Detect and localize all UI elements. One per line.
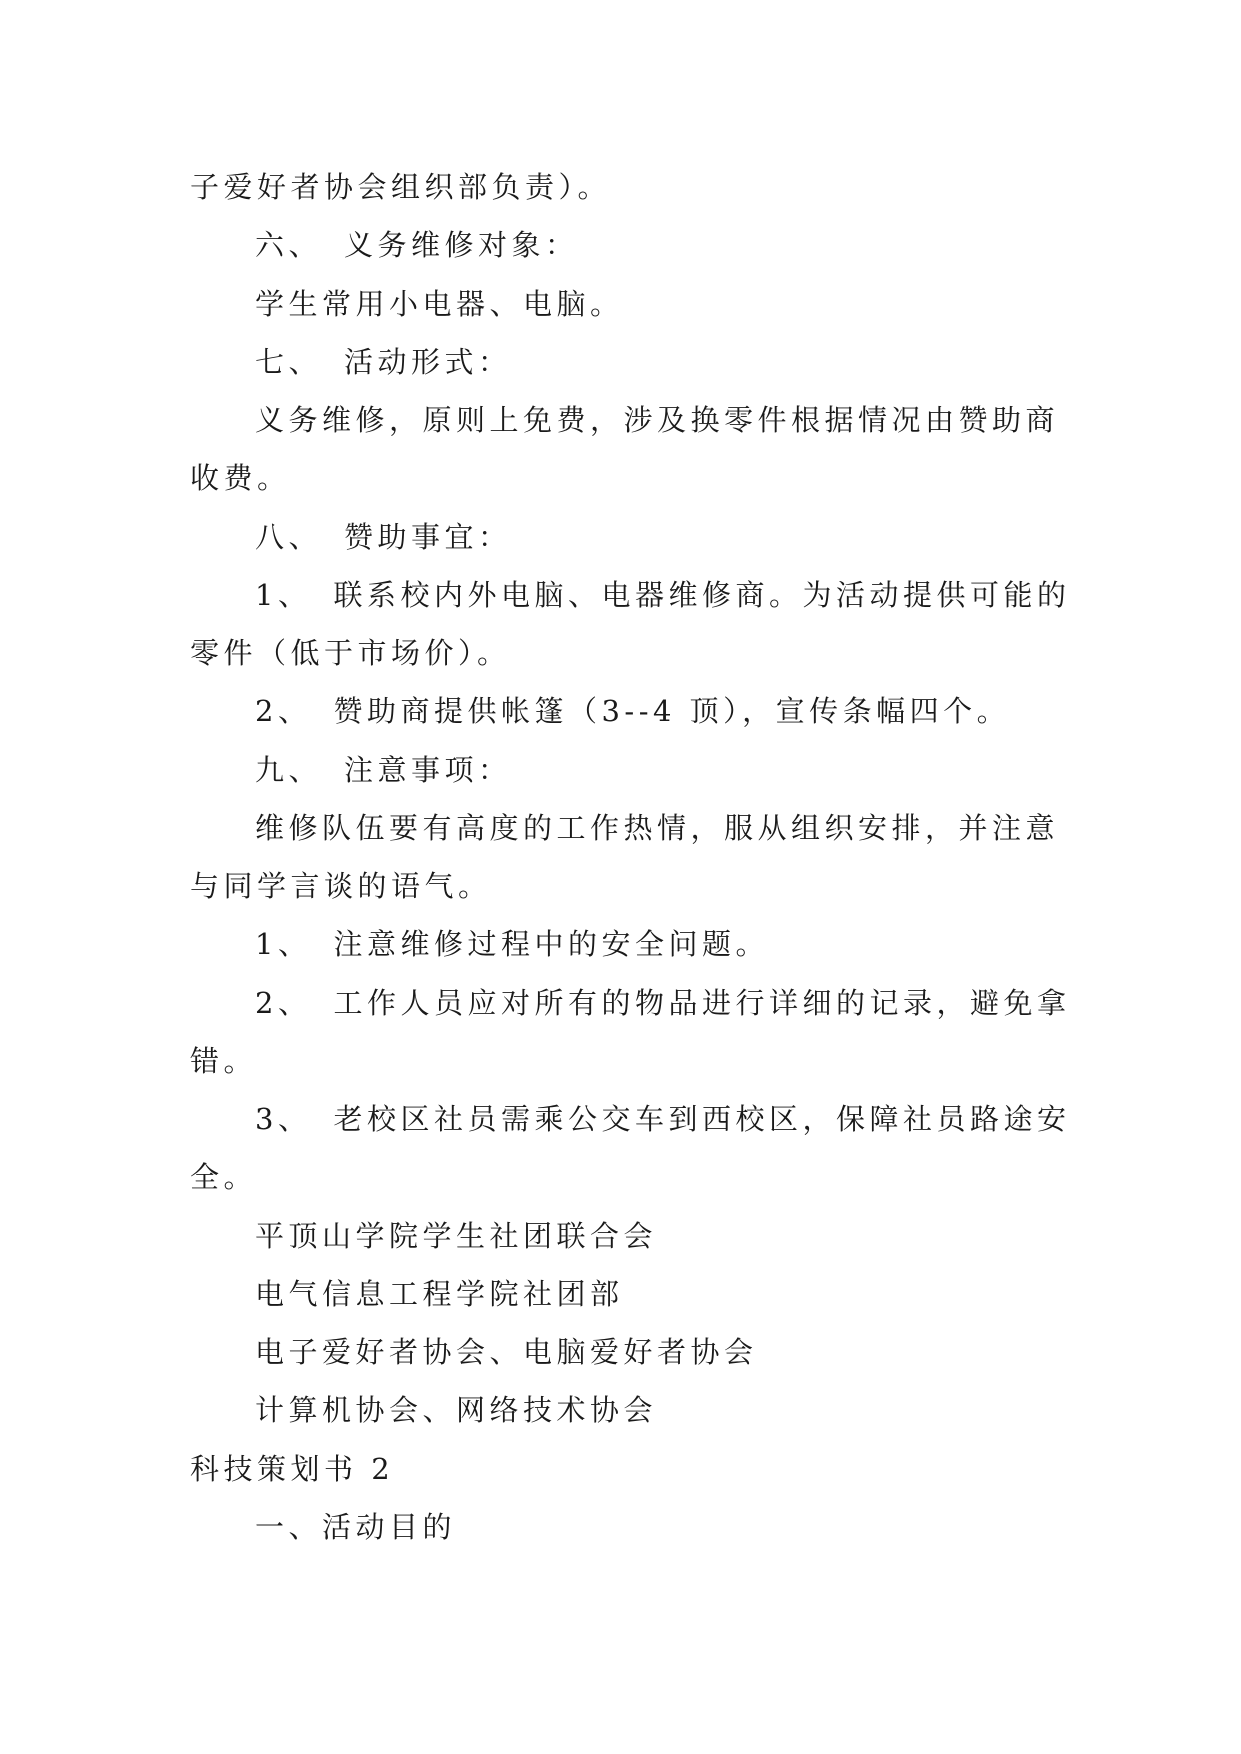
- signature-line: 平顶山学院学生社团联合会: [255, 1219, 658, 1253]
- text-line: 零件（低于市场价）。: [190, 636, 511, 670]
- list-item: 3、 老校区社员需乘公交车到西校区，保障社员路途安: [255, 1102, 1071, 1136]
- text-line: 维修队伍要有高度的工作热情，服从组织安排，并注意: [255, 811, 1060, 845]
- text-line: 学生常用小电器、电脑。: [255, 287, 624, 321]
- document-title: 科技策划书 2: [190, 1452, 395, 1486]
- list-item: 1、 注意维修过程中的安全问题。: [255, 927, 769, 961]
- text-line: 收费。: [190, 461, 291, 495]
- section-heading-eight: 八、 赞助事宜：: [255, 520, 512, 554]
- text-line: 错。: [190, 1044, 258, 1078]
- text-line: 全。: [190, 1160, 258, 1194]
- list-item: 2、 赞助商提供帐篷（3--4 顶），宣传条幅四个。: [255, 694, 1011, 728]
- section-heading-nine: 九、 注意事项：: [255, 753, 512, 787]
- signature-line: 计算机协会、网络技术协会: [255, 1393, 658, 1427]
- list-item: 2、 工作人员应对所有的物品进行详细的记录，避免拿: [255, 986, 1071, 1020]
- list-item: 1、 联系校内外电脑、电器维修商。为活动提供可能的: [255, 578, 1071, 612]
- signature-line: 电气信息工程学院社团部: [255, 1277, 624, 1311]
- section-heading-one: 一、活动目的: [255, 1510, 457, 1544]
- section-heading-seven: 七、 活动形式：: [255, 345, 512, 379]
- text-line: 子爱好者协会组织部负责）。: [190, 170, 612, 204]
- text-line: 与同学言谈的语气。: [190, 869, 492, 903]
- text-line: 义务维修，原则上免费，涉及换零件根据情况由赞助商: [255, 403, 1060, 437]
- section-heading-six: 六、 义务维修对象：: [255, 228, 579, 262]
- signature-line: 电子爱好者协会、电脑爱好者协会: [255, 1335, 758, 1369]
